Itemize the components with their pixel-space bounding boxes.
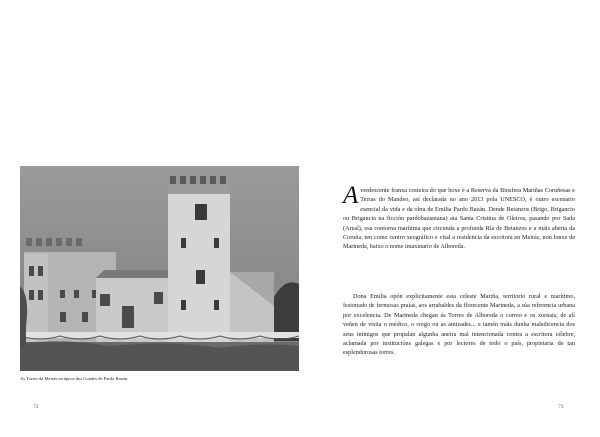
castle-photo	[20, 166, 299, 371]
right-page	[300, 0, 600, 437]
photo-caption: As Torres de Meirás na época dos Condes de Pardo Bazán.	[20, 376, 129, 381]
castle-towers-image	[20, 166, 299, 371]
paragraph-2-text: Dona Emilia opón explicitamente esta celeste Mariña, territorio rural e marítimo, festonado de fermosas praias, aos arrabaldes da florecente Marineda, a súa referencia urbana por excelencia. De Marineda chegan ás Torres de Alboreda o correo e os xornais, de alí veñen de visita o médico, o crego ou as amizades... e tamén máis dunha maledicencia dos seus inimigos que propalan algunha aneira mal intencionada contra a escritora célebre, aclamada por institucións galegas e por lectores de todo o país, propietaria de tan esplendorosas torres.	[343, 293, 575, 357]
drop-cap: A	[343, 182, 359, 209]
page-number-left: 72	[33, 404, 39, 410]
paragraph-1-text: verdescente franxa costeira do que hoxe é a Reserva da Biosfera Mariñas Coruñesas e Terras do Mandeo, así declarada no ano 2013 pola UNESCO, é outro escenario esencial da vida e da obra de Emilia Pardo Bazán. Dende Betanzos (Brigo, Brigancio ou Brigancia na ficción pardobazaniana) ata Santa Cristina de Oleiros, pasando por Sada (Areal), esa contorna marítima que circunda a profunda Ría de Betanzos e a máis aberta da Coruña, ten como centro xeográfico e vital a residencia da escritora en Meirás, non lonxe de Marineda, baixo o nome imaxinario de Alboreda.	[343, 187, 575, 251]
page-number-right: 73	[558, 404, 564, 410]
paragraph-2	[343, 292, 575, 358]
paragraph-1	[343, 182, 575, 252]
